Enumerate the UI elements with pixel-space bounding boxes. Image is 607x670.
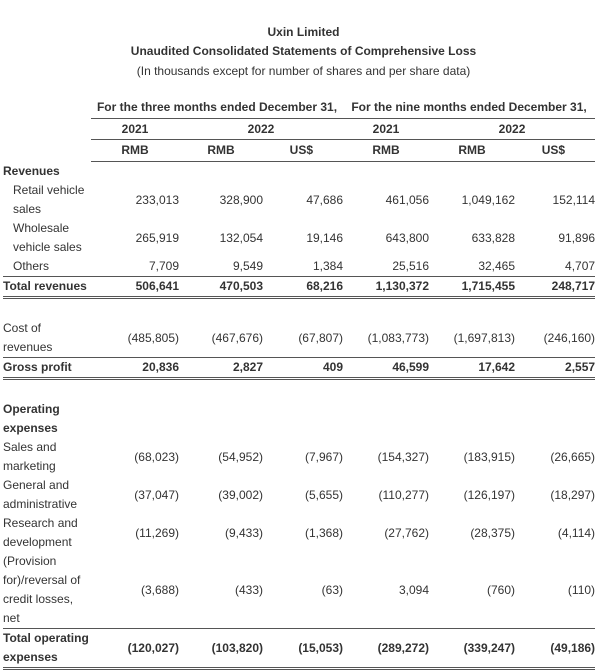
cell: 643,800 (385, 230, 430, 245)
cell: (5,655) (304, 487, 344, 502)
spacer-row (3, 379, 595, 401)
cell: (39,002) (218, 487, 263, 502)
cell: 248,717 (515, 277, 595, 298)
cell: 1,384 (263, 257, 343, 277)
currency-usd: US$ (263, 140, 343, 162)
cell: 2,557 (515, 358, 595, 379)
cell: 9,549 (179, 257, 263, 277)
cell: (26,665) (550, 449, 596, 464)
cell: 233,013 (135, 192, 179, 207)
cell: 328,900 (219, 192, 263, 207)
units-note: (In thousands except for number of shares and per share data) (136, 64, 471, 78)
cell: 265,919 (135, 230, 179, 245)
table-row (3, 181, 595, 219)
cell: 91,896 (558, 230, 596, 245)
table-row (3, 219, 595, 257)
cell: (27,762) (384, 525, 430, 540)
year-2022-nine: 2022 (429, 119, 595, 140)
table-row (3, 476, 595, 514)
cell: (246,160) (515, 319, 595, 358)
currency-rmb: RMB (179, 140, 263, 162)
cell: 470,503 (179, 277, 263, 298)
row-label: Gross profit (3, 358, 91, 379)
cell: 19,146 (306, 230, 344, 245)
cell: (15,053) (263, 629, 343, 669)
row-label: (Provision for)/reversal of credit losses, net (3, 552, 91, 629)
cell: (11,269) (135, 525, 179, 540)
currency-rmb: RMB (343, 140, 429, 162)
cell: (9,433) (224, 525, 263, 540)
cell: 506,641 (91, 277, 179, 298)
cell: (103,820) (179, 629, 263, 669)
period-three-months: For the three months ended December 31, (91, 97, 343, 119)
cell: 2,827 (179, 358, 263, 379)
cell: (485,805) (91, 319, 179, 358)
cell: (1,697,813) (429, 319, 515, 358)
cell: 4,707 (515, 257, 595, 277)
cell: (110) (515, 552, 595, 629)
cell: (433) (179, 552, 263, 629)
cell: (1,083,773) (343, 319, 429, 358)
cell: (339,247) (429, 629, 515, 669)
cell: 409 (263, 358, 343, 379)
cell: (28,375) (470, 525, 516, 540)
opex-heading-row (3, 400, 595, 438)
cell: (154,327) (377, 449, 430, 464)
cell: 461,056 (385, 192, 430, 207)
cell: (67,807) (263, 319, 343, 358)
cell: (183,915) (463, 449, 516, 464)
cell: 20,836 (91, 358, 179, 379)
cell: (68,023) (134, 449, 179, 464)
cell: 132,054 (219, 230, 263, 245)
table-row (3, 257, 595, 277)
cell: (63) (263, 552, 343, 629)
cell: (49,186) (515, 629, 595, 669)
revenues-heading: Revenues (3, 164, 60, 178)
row-label: Cost of revenues (3, 319, 91, 358)
row-label: Research and development (3, 516, 78, 549)
cell: (126,197) (463, 487, 516, 502)
cell: (1,368) (304, 525, 344, 540)
table-row (3, 552, 595, 629)
year-header-row (3, 119, 595, 140)
currency-rmb: RMB (91, 140, 179, 162)
cell: (3,688) (91, 552, 179, 629)
cell: 1,130,372 (343, 277, 429, 298)
spacer-row (3, 298, 595, 320)
gross-profit-row (3, 358, 595, 379)
row-label: Sales and marketing (3, 440, 57, 473)
year-2021-nine: 2021 (343, 119, 429, 140)
table-row (3, 438, 595, 476)
total-revenues-row (3, 277, 595, 298)
cell: 17,642 (429, 358, 515, 379)
table-row (3, 319, 595, 358)
income-statement-table (3, 97, 595, 670)
total-opex-row (3, 629, 595, 669)
cell: 1,715,455 (429, 277, 515, 298)
period-nine-months: For the nine months ended December 31, (343, 97, 595, 119)
cell: (54,952) (218, 449, 263, 464)
row-label: Total revenues (3, 277, 91, 298)
cell: (18,297) (550, 487, 596, 502)
currency-rmb: RMB (429, 140, 515, 162)
cell: (760) (429, 552, 515, 629)
cell: 68,216 (263, 277, 343, 298)
cell: (467,676) (179, 319, 263, 358)
row-label: General and administrative (3, 478, 78, 511)
year-2022-three: 2022 (179, 119, 343, 140)
table-row (3, 514, 595, 552)
currency-header-row (3, 140, 595, 162)
row-label: Wholesale vehicle sales (13, 221, 82, 254)
row-label: Total operating expenses (3, 629, 91, 669)
cell: 152,114 (552, 192, 596, 207)
cell: 46,599 (343, 358, 429, 379)
cell: 7,709 (91, 257, 179, 277)
cell: 32,465 (429, 257, 515, 277)
statement-title: Unaudited Consolidated Statements of Comprehensive Loss (130, 44, 477, 58)
currency-usd: US$ (515, 140, 595, 162)
cell: (110,277) (378, 487, 430, 502)
row-label: Retail vehicle sales (13, 183, 85, 216)
cell: (4,114) (557, 525, 596, 540)
cell: (37,047) (134, 487, 179, 502)
year-2021-three: 2021 (91, 119, 179, 140)
cell: (120,027) (91, 629, 179, 669)
cell: (7,967) (304, 449, 344, 464)
opex-heading: Operating expenses (3, 402, 60, 435)
company-name: Uxin Limited (267, 25, 340, 39)
cell: 1,049,162 (461, 192, 516, 207)
cell: 25,516 (343, 257, 429, 277)
cell: 633,828 (471, 230, 516, 245)
cell: 3,094 (343, 552, 429, 629)
period-header-row (3, 97, 595, 119)
revenues-heading-row (3, 162, 595, 182)
cell: (289,272) (343, 629, 429, 669)
row-label: Others (3, 257, 91, 277)
cell: 47,686 (306, 192, 344, 207)
